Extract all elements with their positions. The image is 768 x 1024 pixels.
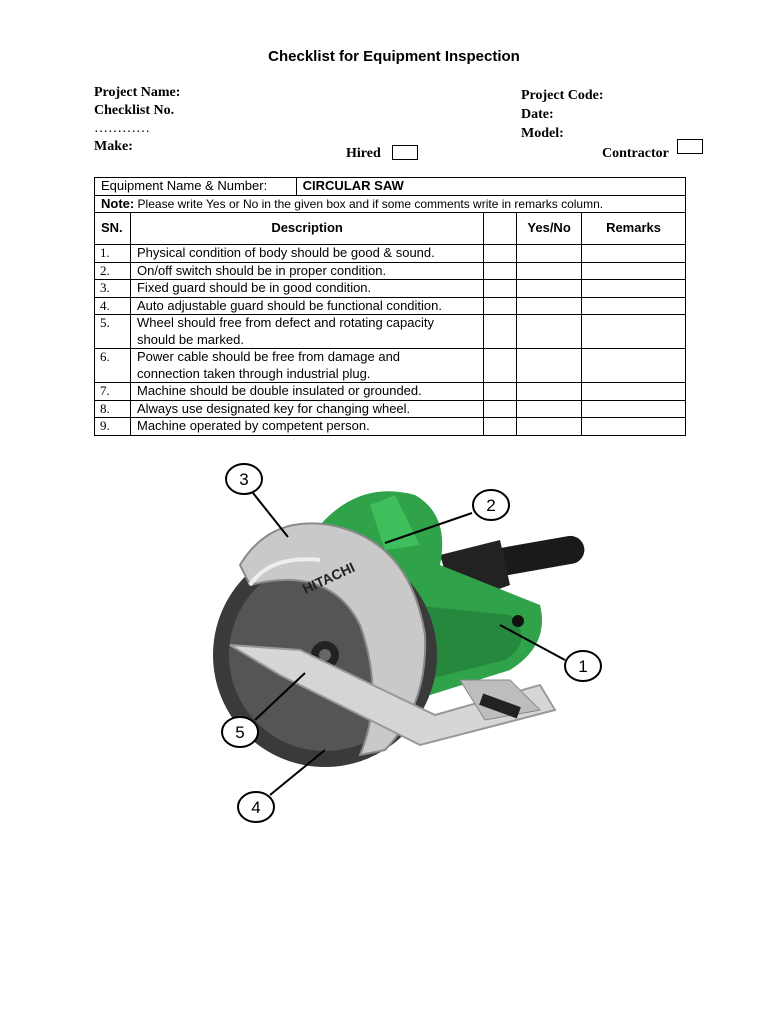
table-row [95, 383, 686, 401]
table-row [95, 400, 686, 418]
row-description [130, 315, 483, 349]
row-remarks-cell[interactable] [582, 349, 686, 383]
row-sn: 1. [95, 245, 131, 263]
hired-checkbox[interactable] [392, 145, 418, 160]
row-yesno-cell[interactable] [517, 280, 582, 298]
row-yesno-cell[interactable] [517, 245, 582, 263]
project-code-label: Project Code: [521, 88, 604, 103]
callout-3 [226, 464, 288, 537]
row-description-line: Machine should be double insulated or grounded. [136, 383, 422, 398]
note-label: Note: [101, 195, 135, 211]
row-remarks-cell[interactable] [582, 245, 686, 263]
checklist-no-label: Checklist No. [94, 103, 175, 118]
row-yesno-cell[interactable] [517, 262, 582, 280]
row-remarks-cell[interactable] [582, 297, 686, 315]
row-description-line: Machine operated by competent person. [136, 418, 370, 433]
row-description-line: should be marked. [136, 331, 244, 347]
row-description-line: Always use designated key for changing wheel. [136, 400, 411, 416]
row-description [130, 400, 483, 418]
row-blank-cell [484, 297, 517, 315]
table-row [95, 297, 686, 315]
project-name-label: Project Name: [94, 85, 181, 100]
callout-4-label: 4 [251, 798, 261, 817]
table-row [95, 418, 686, 436]
row-sn: 3. [95, 280, 131, 298]
row-remarks-cell[interactable] [582, 383, 686, 401]
table-row [95, 262, 686, 280]
row-sn: 7. [95, 383, 131, 401]
callout-5-label: 5 [235, 723, 245, 742]
row-sn: 2. [95, 262, 131, 280]
table-row [95, 315, 686, 349]
row-yesno-cell[interactable] [517, 383, 582, 401]
row-description-line: Fixed guard should be in good condition. [136, 280, 372, 295]
date-label: Date: [521, 107, 554, 122]
row-description-line: Wheel should free from defect and rotating capacity [136, 315, 434, 330]
row-blank-cell [484, 315, 517, 349]
row-yesno-cell[interactable] [517, 418, 582, 436]
row-description-line: Auto adjustable guard should be functional condition. [136, 297, 442, 313]
row-blank-cell [484, 245, 517, 263]
equipment-label: Equipment Name & Number: [95, 178, 297, 196]
contractor-checkbox[interactable] [677, 139, 703, 154]
callout-1-label: 1 [578, 657, 588, 676]
row-sn: 6. [95, 349, 131, 383]
row-description-line: Physical condition of body should be good & sound. [136, 245, 435, 260]
row-yesno-cell[interactable] [517, 297, 582, 315]
make-label: Make: [94, 139, 133, 154]
row-remarks-cell[interactable] [582, 400, 686, 418]
equipment-value: CIRCULAR SAW [296, 178, 685, 196]
row-remarks-cell[interactable] [582, 418, 686, 436]
callout-3-label: 3 [239, 470, 249, 489]
col-blank [484, 213, 517, 245]
table-row [95, 349, 686, 383]
callout-4 [238, 750, 325, 822]
row-description [130, 418, 483, 436]
row-description-line: On/off switch should be in proper condition. [136, 262, 387, 278]
checklist-no-dots: ………… [94, 121, 150, 136]
model-label: Model: [521, 126, 564, 141]
row-blank-cell [484, 400, 517, 418]
row-remarks-cell[interactable] [582, 262, 686, 280]
row-remarks-cell[interactable] [582, 315, 686, 349]
row-description-line: connection taken through industrial plug. [136, 365, 371, 381]
row-description-line: Power cable should be free from damage and [136, 349, 401, 364]
row-blank-cell [484, 383, 517, 401]
page-title: Checklist for Equipment Inspection [268, 48, 520, 65]
row-blank-cell [484, 280, 517, 298]
callout-2-label: 2 [486, 496, 496, 515]
row-blank-cell [484, 349, 517, 383]
table-row [95, 245, 686, 263]
row-yesno-cell[interactable] [517, 400, 582, 418]
row-sn: 9. [95, 418, 131, 436]
row-description [130, 349, 483, 383]
row-description [130, 383, 483, 401]
row-description [130, 245, 483, 263]
row-blank-cell [484, 418, 517, 436]
row-sn: 5. [95, 315, 131, 349]
inspection-table [94, 177, 686, 436]
col-sn: SN. [95, 213, 131, 245]
row-yesno-cell[interactable] [517, 349, 582, 383]
row-description [130, 297, 483, 315]
hired-label: Hired [346, 146, 381, 161]
col-description: Description [130, 213, 483, 245]
circular-saw-illustration [210, 455, 620, 835]
col-yesno: Yes/No [517, 213, 582, 245]
equipment-row [95, 178, 686, 196]
row-sn: 8. [95, 400, 131, 418]
row-remarks-cell[interactable] [582, 280, 686, 298]
note-text: Please write Yes or No in the given box and if some comments write in remarks column. [134, 196, 604, 211]
row-description [130, 262, 483, 280]
row-description [130, 280, 483, 298]
row-yesno-cell[interactable] [517, 315, 582, 349]
header-row [95, 213, 686, 245]
table-row [95, 280, 686, 298]
row-sn: 4. [95, 297, 131, 315]
col-remarks: Remarks [582, 213, 686, 245]
note-row [95, 195, 686, 213]
row-blank-cell [484, 262, 517, 280]
contractor-label: Contractor [602, 146, 669, 161]
brand-label: HITACHI [299, 558, 358, 597]
